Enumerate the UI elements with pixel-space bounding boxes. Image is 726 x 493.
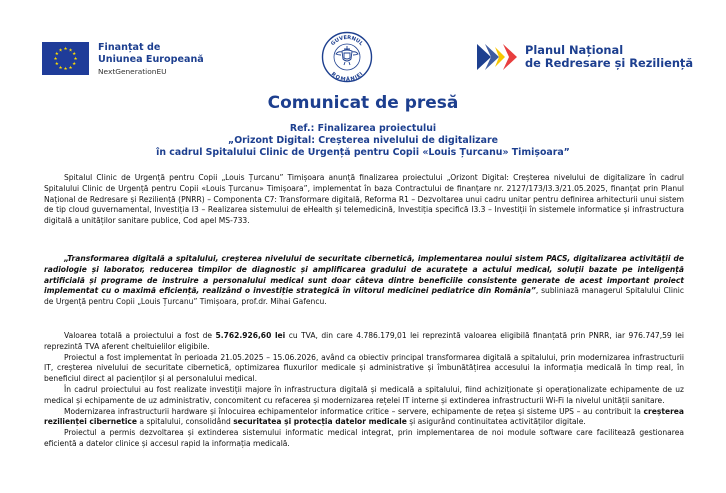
svg-text:GUVERNUL xyxy=(330,35,364,48)
eu-logo-line2: Uniunea Europeană xyxy=(98,54,204,65)
value-paragraph: Valoarea totală a proiectului a fost de 5.762.926,60 lei cu TVA, din care 4.786.179,01 lei reprezintă valoarea eligibilă finanțată prin PNRR, iar 976.747,59 lei reprezintă TVA aferent cheltuielilor eligibile. xyxy=(44,331,684,351)
eu-flag-icon xyxy=(42,42,89,75)
eu-star-icon: ★ xyxy=(72,52,77,58)
emblem-top-text: GUVERNUL xyxy=(330,34,364,48)
ref-line-2: „Orizont Digital: Creșterea nivelului de digitalizare xyxy=(228,135,498,146)
eu-star-icon: ★ xyxy=(58,65,63,71)
eu-star-icon: ★ xyxy=(68,65,73,71)
eagle-icon xyxy=(336,46,358,65)
pnrr-logo-line1: Planul Național xyxy=(525,43,624,57)
paragraph-text: Spitalul Clinic de Urgență pentru Copii „Louis Țurcanu” Timișoara anunță finalizarea proiectului „Orizont Digital: Creșterea nivelului de digitalizare în cadrul Spitalului Clinic de Urgență pentru Copii «Louis Țurcanu» Timișoara”, implementat în baza Contractului de finanțare nr. 2127/173/I3.3/21.05.2025, finanțat prin Planul Național de Redresare și Reziliență (PNRR) – Componenta C7: Transformare digitală, Reforma R1 – Dezvoltarea unui cadru unitar pentru definirea arhitecturii unui sistem de tip cloud guvernamental, Investiția I3 – Realizarea sistemului de eHealth și telemedicină, Investiția specifică I3.3 – Investiții în sistemele informatice și infrastructura digitală a unităților sanitare publice, Cod apel MS-733. xyxy=(44,173,684,226)
details-section xyxy=(44,331,684,450)
eu-star-icon: ★ xyxy=(63,67,68,73)
manager-quote: „Transformarea digitală a spitalului, creșterea nivelului de securitate cibernetică, implementarea noului sistem PACS, digitalizarea activității de radiologie și laborator, reducerea timpilor de diagnostic și amplificarea gradului de acuratețe a actului medical, soluții bazate pe inteligență artificială și programe de instruire a personalului medical sunt doar câteva dintre beneficiile consistente generate de acest important proiect implementat cu o maximă eficiență, realizând o investiție strategică în viitorul medicinei pediatrice din România” xyxy=(44,254,684,296)
intro-paragraph xyxy=(44,173,684,227)
eu-star-icon: ★ xyxy=(53,57,58,63)
quote-attribution: , subliniază managerul Spitalului Clinic de Urgență pentru Copii „Louis Țurcanu” Timișoara, prof.dr. Mihai Gafencu. xyxy=(44,286,684,307)
pnrr-arrows-icon xyxy=(477,44,519,74)
eu-star-icon: ★ xyxy=(63,47,68,53)
eu-logo-line3: NextGenerationEU xyxy=(98,67,167,76)
quote-paragraph xyxy=(44,254,684,308)
investments-paragraph: În cadrul proiectului au fost realizate investiții majore în infrastructura digitală și medicală a spitalului, fiind achiziționate și operaționalizate echipamente de uz medical și echipamente de uz administrativ, concomitent cu refacerea și modernizarea rețelei IT interne și extinderea infrastructurii Wi-Fi la nivelul unității sanitare. xyxy=(44,384,684,405)
period-paragraph: Proiectul a fost implementat în perioada 21.05.2025 – 15.06.2026, având ca obiectiv principal transformarea digitală a spitalului, prin modernizarea infrastructurii IT, creșterea nivelului de securitate cibernetică, optimizarea fluxurilor medicale și administrative și îmbunătățirea accesului la informația medicală în timp real, în beneficiul direct al pacienților și al personalului medical. xyxy=(44,352,684,384)
hardware-paragraph: Modernizarea infrastructurii hardware și înlocuirea echipamentelor informatice critice – servere, echipamente de rețea și sisteme UPS – au contribuit la creșterea rezilienței cibernetice a spitalului, consolidând securitatea și protecția datelor medicale și asigurând continuitatea activităților digitale. xyxy=(44,406,684,427)
page-title: Comunicat de presă xyxy=(267,93,459,113)
eu-star-icon: ★ xyxy=(54,62,59,68)
pnrr-logo-line2: de Redresare și Reziliență xyxy=(525,56,694,70)
emblem-bottom-text: ROMÂNIEI xyxy=(329,71,365,83)
romanian-government-emblem xyxy=(321,31,373,83)
eu-star-icon: ★ xyxy=(72,62,77,68)
svg-text:ROMÂNIEI xyxy=(330,71,365,83)
ref-line-3: în cadrul Spitalului Clinic de Urgență pentru Copii «Louis Țurcanu» Timișoara” xyxy=(156,147,570,158)
total-value: 5.762.926,60 lei xyxy=(215,331,286,340)
eu-logo-line1: Finanțat de xyxy=(98,42,161,53)
eu-star-icon: ★ xyxy=(73,57,78,63)
software-paragraph: Proiectul a permis dezvoltarea și extinderea sistemului informatic medical integrat, prin implementarea de noi module software care facilitează gestionarea eficientă a datelor clinice și accesul rapid la informația medicală. xyxy=(44,428,684,448)
reference-block xyxy=(0,123,726,159)
ref-line-1: Ref.: Finalizarea proiectului xyxy=(289,123,437,134)
eu-star-icon: ★ xyxy=(54,52,59,58)
eu-star-icon: ★ xyxy=(68,48,73,54)
eu-star-icon: ★ xyxy=(58,48,63,54)
